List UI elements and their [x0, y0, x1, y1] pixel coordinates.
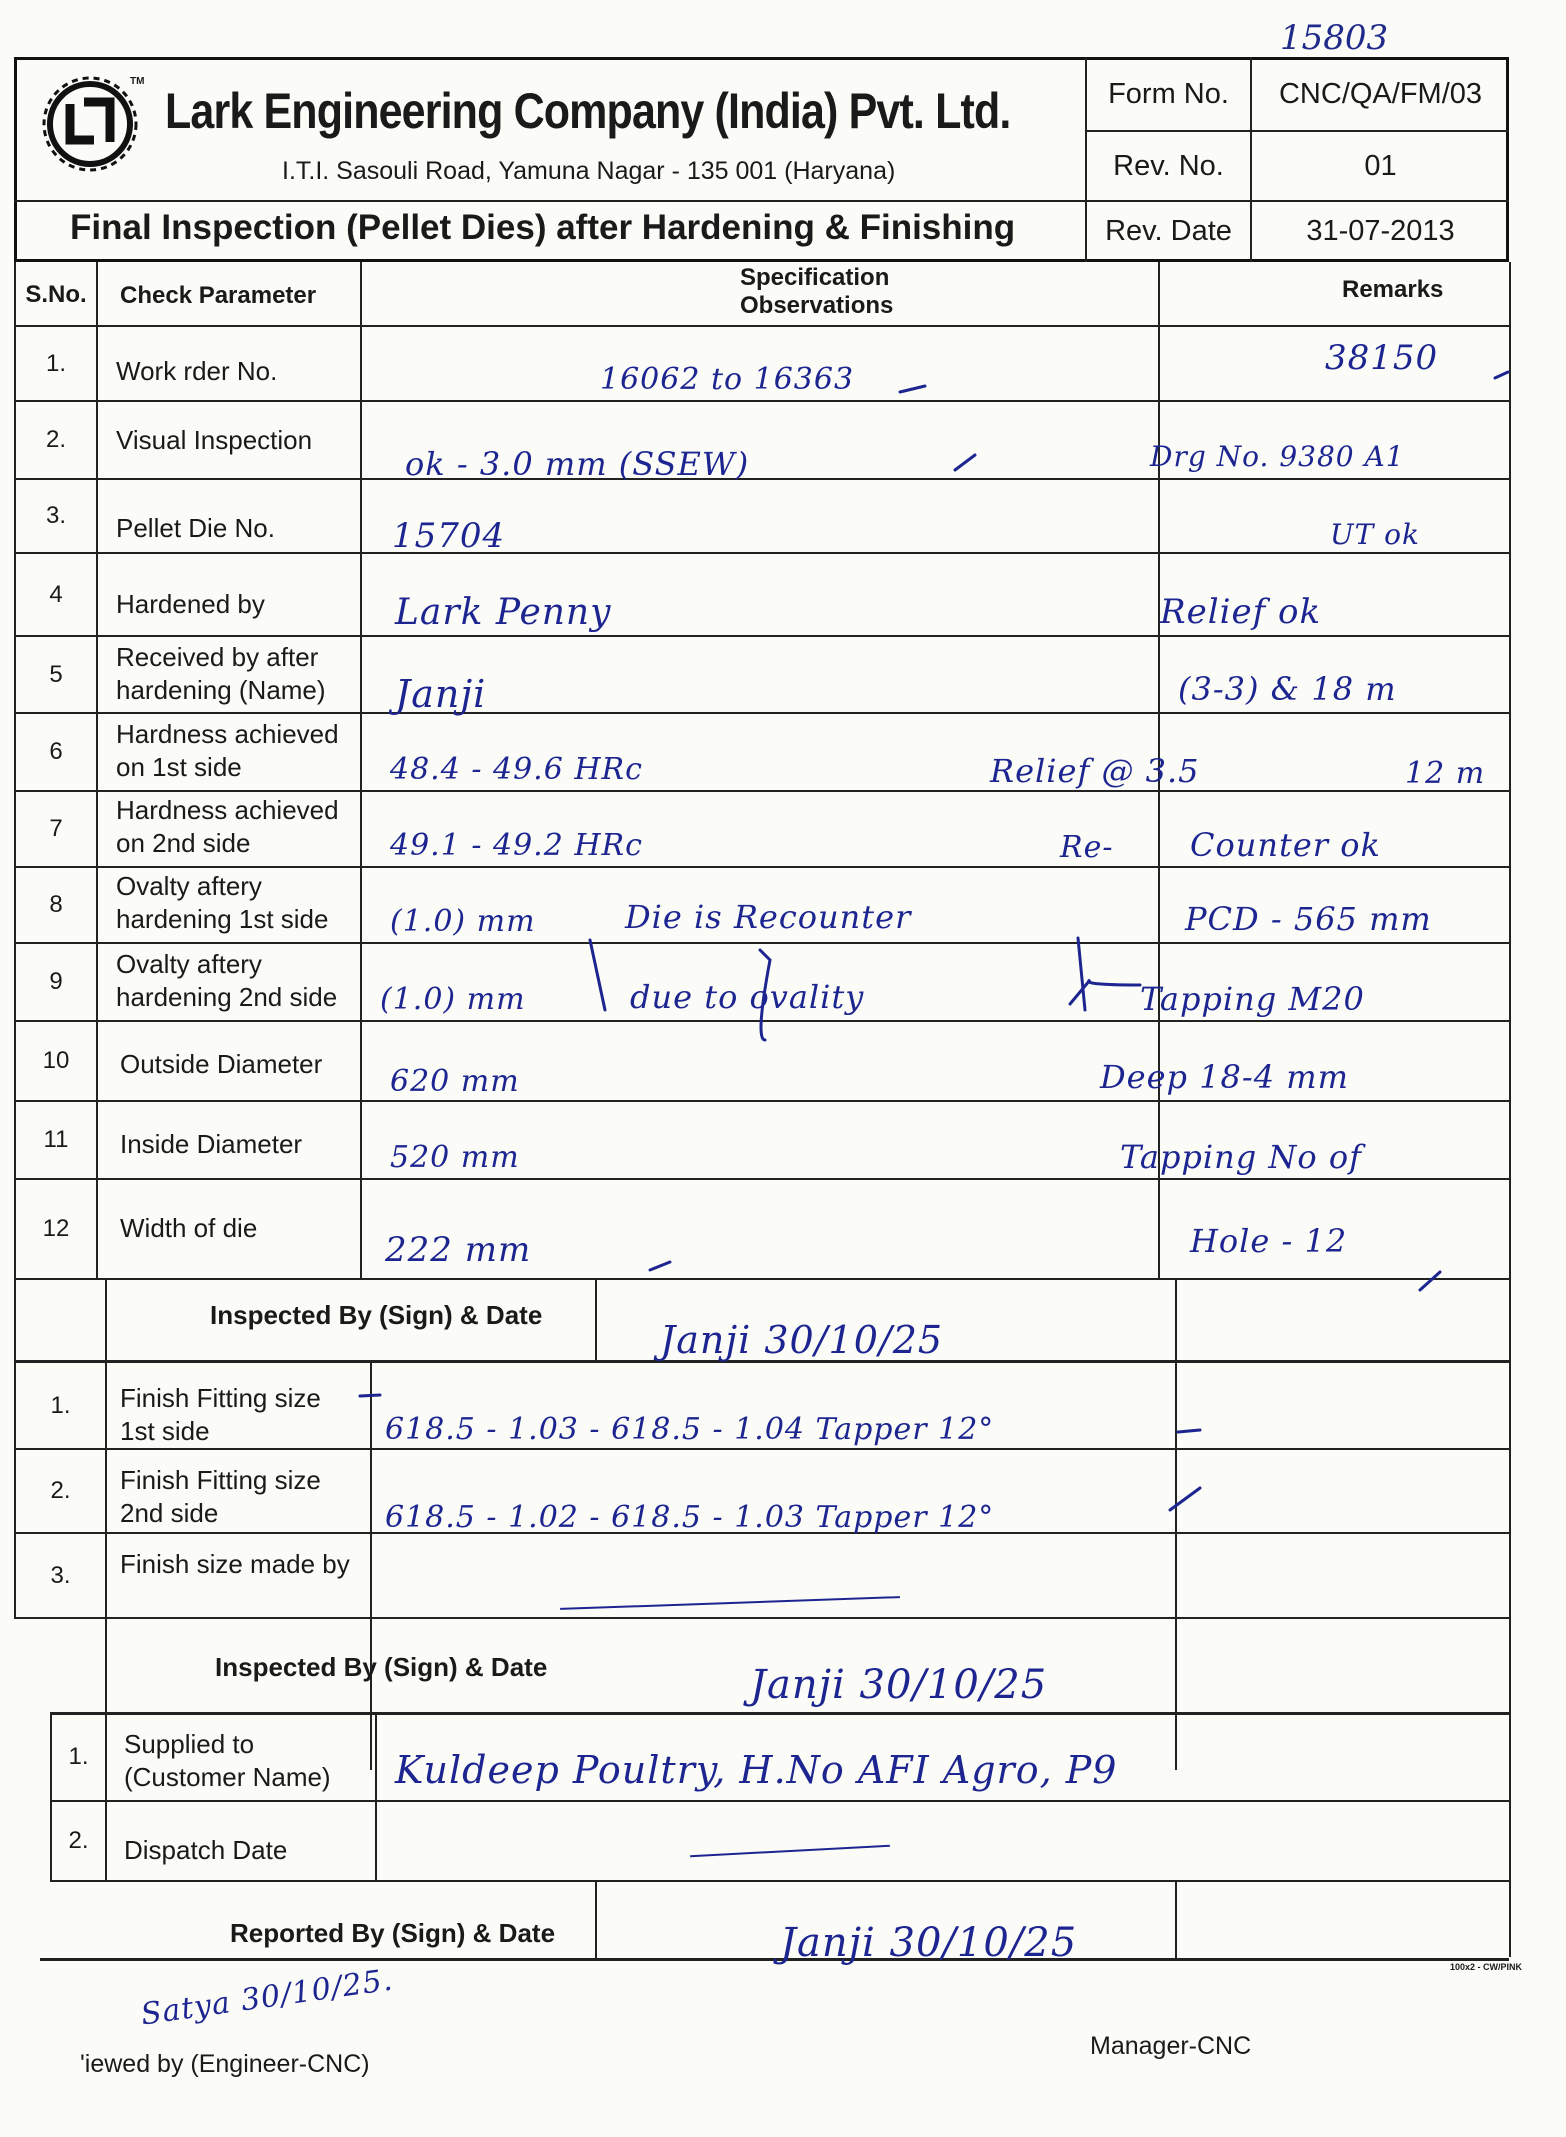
row-observation: 49.1 - 49.2 HRc	[390, 828, 643, 863]
reviewer-signature: Satya 30/10/25.	[138, 1962, 396, 2033]
row-sno: 2.	[68, 1827, 89, 1854]
row-observation: ok - 3.0 mm (SSEW)	[405, 445, 750, 483]
print-stamp: 100x2 - CW/PINK	[1450, 1962, 1523, 1972]
row-sno: 8	[49, 891, 63, 918]
row-remark: Drg No. 9380 A1	[1150, 440, 1405, 473]
row-observation: (1.0) mm	[380, 982, 526, 1017]
row-param: Hardened by	[116, 589, 265, 619]
row-param: Received by after hardening (Name)	[116, 642, 326, 705]
col-header-spec: Specification	[740, 264, 890, 291]
row-observation: 16062 to 16363	[600, 362, 855, 397]
row-sno: 1.	[50, 1392, 71, 1419]
manager-label: Manager-CNC	[1090, 2032, 1252, 2060]
row-param: Supplied to (Customer Name)	[124, 1729, 331, 1792]
row-observation: 618.5 - 1.02 - 618.5 - 1.03 Tapper 12°	[385, 1500, 995, 1535]
row-param: Hardness achieved on 2nd side	[116, 795, 339, 858]
row-sno: 6	[49, 738, 63, 765]
row-param: Finish Fitting size 2nd side	[120, 1465, 321, 1528]
meta-label-form-no: Form No.	[1108, 78, 1229, 110]
row-observation: 520 mm	[390, 1140, 520, 1175]
row-param: Work rder No.	[116, 356, 278, 386]
meta-label-rev-date: Rev. Date	[1105, 214, 1232, 247]
row-remark: Hole - 12	[1190, 1222, 1348, 1260]
row-param: Ovalty aftery hardening 2nd side	[116, 949, 338, 1012]
row-remark: Relief ok	[1160, 592, 1322, 632]
inspected-by-signature-2: Janji 30/10/25	[750, 1662, 1048, 1708]
row-sno: 5	[49, 660, 63, 688]
row-sno: 3.	[45, 502, 66, 529]
company-name: Lark Engineering Company (India) Pvt. Ltd.	[165, 83, 1011, 139]
row-observation-note: due to ovality	[630, 978, 865, 1016]
row-sno: 1.	[68, 1743, 89, 1770]
row-remark: Tapping No of	[1120, 1138, 1362, 1176]
row-sno: 2.	[50, 1477, 71, 1504]
row-observation: Janji	[395, 672, 487, 716]
meta-value-rev-date: 31-07-2013	[1306, 214, 1455, 247]
row-observation: 48.4 - 49.6 HRc	[390, 752, 643, 787]
col-header-param: Check Parameter	[120, 282, 317, 309]
row-remark: Counter ok	[1190, 826, 1381, 864]
col-header-obs: Observations	[740, 292, 894, 319]
row-sno: 9	[49, 968, 63, 995]
meta-value-rev-no: 01	[1364, 149, 1397, 182]
row-sno: 11	[43, 1126, 69, 1153]
row-remark: 38150	[1325, 338, 1439, 378]
meta-label-rev-no: Rev. No.	[1113, 149, 1224, 182]
reported-by-label: Reported By (Sign) & Date	[230, 1918, 556, 1948]
row-sno: 2.	[45, 426, 66, 453]
row-observation-note: Re-	[1060, 830, 1114, 865]
row-param: Outside Diameter	[120, 1049, 323, 1079]
row-remark: UT ok	[1330, 518, 1420, 551]
row-remark: Deep 18-4 mm	[1100, 1058, 1349, 1096]
inspected-by-signature: Janji 30/10/25	[660, 1318, 944, 1362]
row-sno: 12	[42, 1215, 70, 1242]
row-sno: 3.	[50, 1561, 71, 1589]
row-observation: 618.5 - 1.03 - 618.5 - 1.04 Tapper 12°	[385, 1412, 995, 1447]
row-observation: 222 mm	[385, 1230, 532, 1270]
row-param: Dispatch Date	[124, 1835, 288, 1865]
row-observation-note: Relief @ 3.5	[990, 752, 1200, 790]
reported-by-signature: Janji 30/10/25	[780, 1920, 1078, 1966]
form-title: Final Inspection (Pellet Dies) after Hardening & Finishing	[70, 208, 1016, 247]
page-number: 15803	[1280, 18, 1389, 58]
col-header-sno: S.No.	[25, 280, 87, 308]
inspected-by-label-2: Inspected By (Sign) & Date	[215, 1652, 548, 1682]
row-remark: Tapping M20	[1140, 980, 1365, 1018]
row-sno: 7	[49, 815, 63, 842]
row-param: Visual Inspection	[116, 425, 313, 455]
row-observation: Lark Penny	[395, 592, 612, 633]
row-sno: 10	[42, 1047, 70, 1074]
row-observation: 15704	[392, 516, 506, 556]
row-param: Finish size made by	[120, 1549, 350, 1579]
company-address: I.T.I. Sasouli Road, Yamuna Nagar - 135 001 (Haryana)	[282, 157, 896, 185]
row-observation-note: Die is Recounter	[625, 898, 912, 936]
col-header-remarks: Remarks	[1342, 276, 1444, 303]
row-observation: (1.0) mm	[390, 904, 536, 939]
row-param: Width of die	[120, 1213, 258, 1243]
row-sno: 4	[49, 580, 63, 608]
row-remark: PCD - 565 mm	[1185, 900, 1432, 938]
row-observation: Kuldeep Poultry, H.No AFI Agro, P9	[395, 1748, 1118, 1792]
row-remark: (3-3) & 18 m	[1178, 670, 1397, 708]
row-param: Hardness achieved on 1st side	[116, 719, 339, 782]
row-param: Inside Diameter	[120, 1129, 303, 1159]
row-param: Pellet Die No.	[116, 513, 275, 543]
row-param: Ovalty aftery hardening 1st side	[116, 871, 329, 934]
row-observation: 620 mm	[390, 1064, 520, 1099]
row-remark: 12 m	[1405, 756, 1486, 791]
reviewed-by-label: 'iewed by (Engineer-CNC)	[80, 2050, 370, 2078]
row-sno: 1.	[45, 349, 66, 377]
inspected-by-label: Inspected By (Sign) & Date	[210, 1300, 543, 1330]
meta-value-form-no: CNC/QA/FM/03	[1278, 78, 1483, 110]
trademark-mark: TM	[130, 76, 145, 87]
row-param: Finish Fitting size 1st side	[120, 1383, 321, 1446]
